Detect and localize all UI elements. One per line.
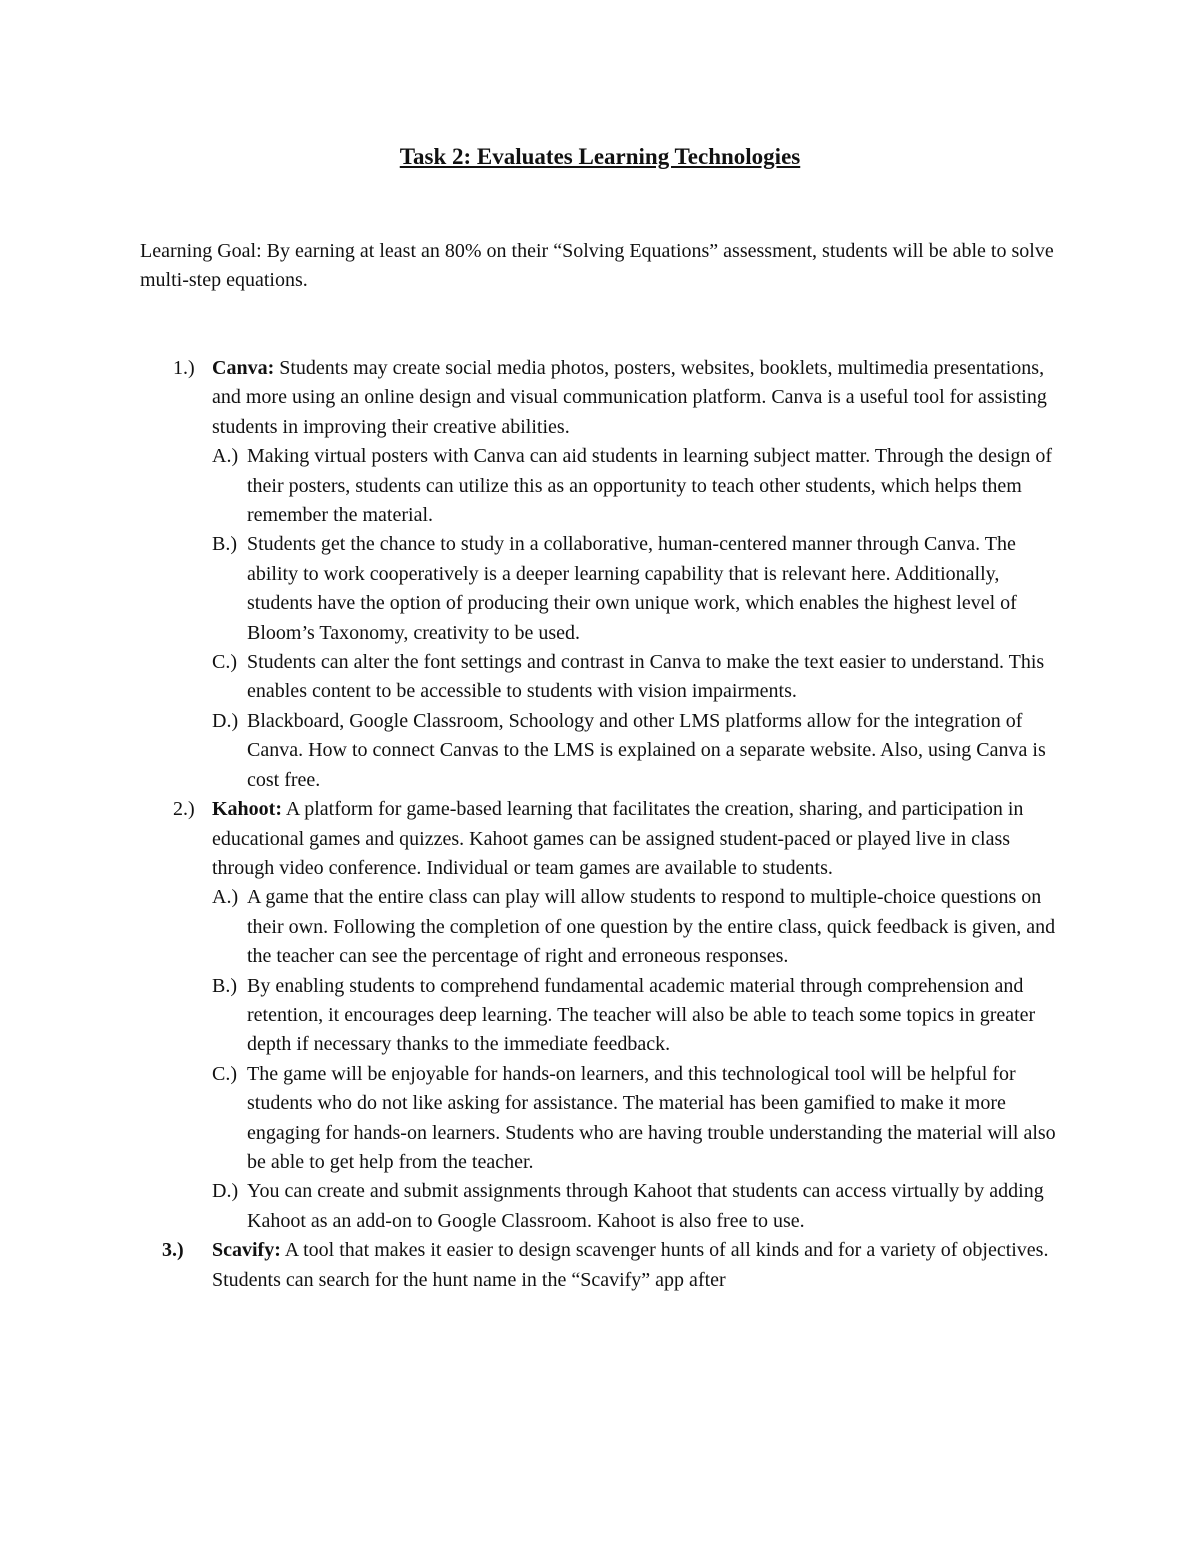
sub-item-text: A game that the entire class can play will allow students to respond to multiple-choice questions on their own. Following the completion of one question by the entire class, quick feedback is given, and the teacher can see the percentage of right and erroneous responses.: [247, 886, 1056, 968]
item-number: 3.): [162, 1239, 184, 1262]
item-label: Kahoot:: [212, 798, 282, 821]
sub-item: [0, 442, 1067, 530]
learning-goal: Learning Goal: By earning at least an 80% on their “Solving Equations” assessment, students will be able to solve multi-step equations.: [140, 240, 1054, 291]
sub-item: [0, 972, 1067, 1060]
sub-item: [0, 1060, 1067, 1178]
item-text: A tool that makes it easier to design scavenger hunts of all kinds and for a variety of objectives. Students can search for the hunt name in the “Scavify” app after: [212, 1239, 1049, 1291]
sub-item-letter: D.): [212, 1180, 239, 1203]
item-label: Canva:: [212, 357, 275, 379]
sub-item: [0, 530, 1067, 648]
page-title: Task 2: Evaluates Learning Technologies: [399, 144, 801, 169]
sub-item: [0, 648, 1067, 707]
sub-item: [0, 1177, 1067, 1236]
list-item-kahoot: [0, 795, 1072, 883]
sub-item-letter: B.): [212, 974, 237, 997]
item-text: A platform for game-based learning that facilitates the creation, sharing, and participation in educational games and quizzes. Kahoot games can be assigned student-paced or played live in class through video conference. Individual or team games are available to students.: [212, 798, 1024, 879]
sub-item-text: Blackboard, Google Classroom, Schoology and other LMS platforms allow for the integration of Canva. How to connect Canvas to the LMS is explained on a separate website. Also, using Canva is cost free.: [247, 709, 1046, 791]
sub-item-letter: D.): [212, 709, 239, 732]
item-text: Students may create social media photos, posters, websites, booklets, multimedia presentations, and more using an online design and visual communication platform. Canva is a useful tool for assisting students in improving their creative abilities.: [212, 357, 1047, 438]
sub-item-letter: A.): [212, 886, 239, 909]
item-label: Scavify:: [212, 1239, 281, 1262]
sub-item-text: Students can alter the font settings and contrast in Canva to make the text easier to understand. This enables content to be accessible to students with vision impairments.: [247, 651, 1045, 703]
sub-item-letter: B.): [212, 533, 237, 556]
item-number: 1.): [173, 357, 195, 379]
sub-item-text: The game will be enjoyable for hands-on learners, and this technological tool will be helpful for students who do not like asking for assistance. The material has been gamified to make it more engaging for hands-on learners. Students who are having trouble understanding the material will also be able to get help from the teacher.: [247, 1062, 1056, 1173]
sub-item: [0, 707, 1067, 795]
sub-item: [0, 883, 1067, 971]
technology-list: [0, 354, 1200, 1295]
list-item-scavify: [0, 1236, 1072, 1295]
sub-item-text: You can create and submit assignments through Kahoot that students can access virtually by adding Kahoot as an add-on to Google Classroom. Kahoot is also free to use.: [247, 1180, 1044, 1232]
item-number: 2.): [173, 798, 195, 821]
sub-item-letter: C.): [212, 1062, 237, 1085]
sub-item-letter: A.): [212, 445, 239, 468]
sub-item-text: By enabling students to comprehend fundamental academic material through comprehension and retention, it encourages deep learning. The teacher will also be able to teach some topics in greater depth if necessary thanks to the immediate feedback.: [247, 974, 1036, 1056]
sub-item-text: Students get the chance to study in a collaborative, human-centered manner through Canva. The ability to work cooperatively is a deeper learning capability that is relevant here. Additionally, students have the option of producing their own unique work, which enables the highest level of Bloom’s Taxonomy, creativity to be used.: [247, 533, 1017, 644]
list-item-canva: [0, 354, 1072, 442]
sub-item-letter: C.): [212, 651, 237, 674]
sub-item-text: Making virtual posters with Canva can aid students in learning subject matter. Through the design of their posters, students can utilize this as an opportunity to teach other students, which helps them remember the material.: [247, 445, 1053, 527]
